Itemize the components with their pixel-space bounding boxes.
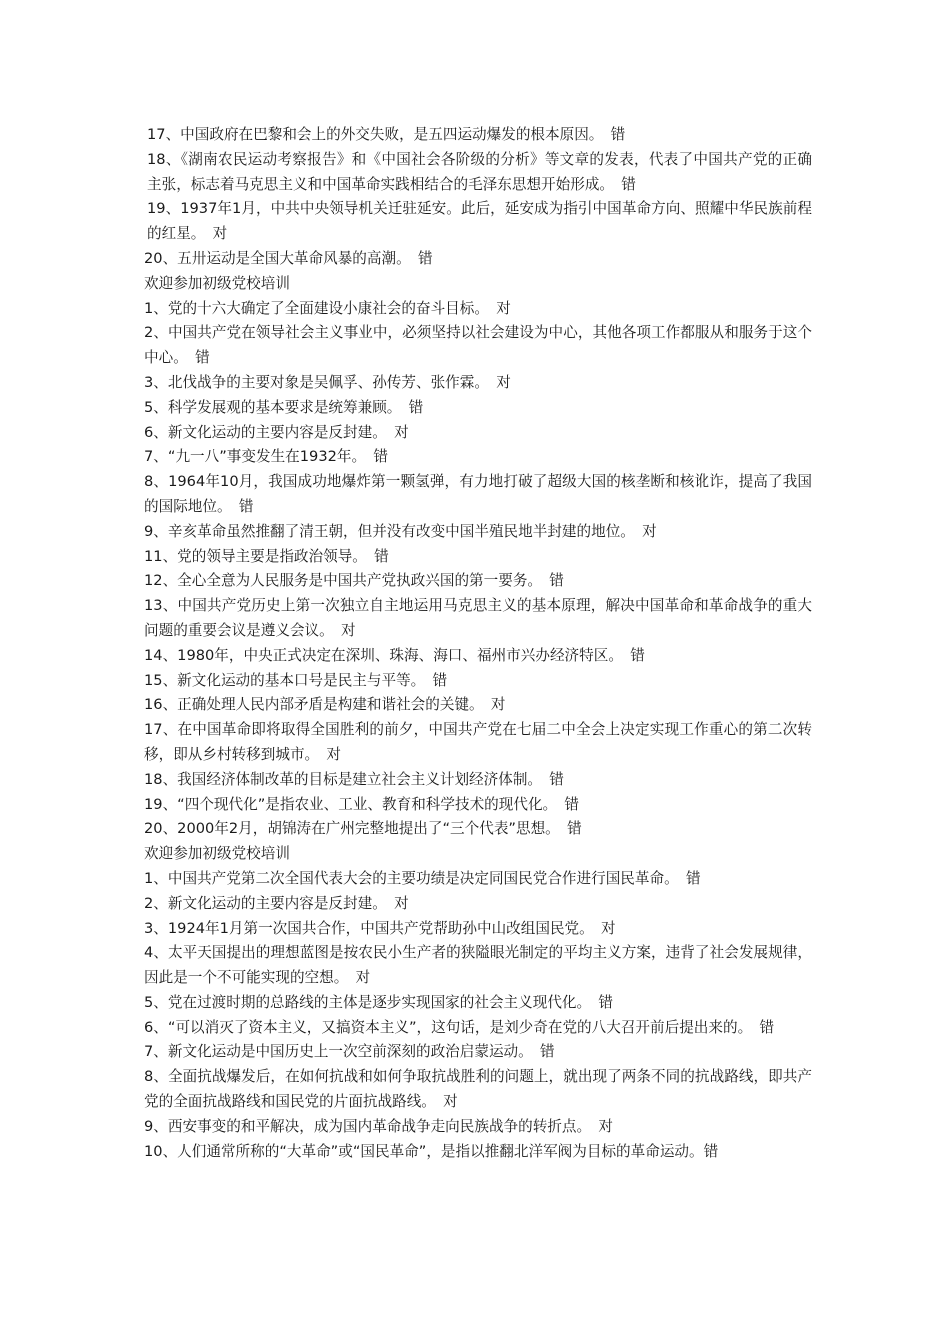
- paragraph-line: 9、辛亥革命虽然推翻了清王朝，但并没有改变中国半殖民地半封建的地位。 对: [144, 522, 657, 540]
- section-heading: 欢迎参加初级党校培训: [144, 845, 290, 863]
- paragraph-line: 19、1937年1月，中共中央领导机关迁驻延安。此后，延安成为指引中国革命方向、照耀中华民族前程的红星。 对: [147, 200, 812, 243]
- paragraph-line: 7、新文化运动是中国历史上一次空前深刻的政治启蒙运动。 错: [144, 1043, 555, 1061]
- paragraph-line: 5、科学发展观的基本要求是统筹兼顾。 错: [144, 398, 424, 416]
- paragraph-line: 3、北伐战争的主要对象是吴佩孚、孙传芳、张作霖。 对: [144, 373, 511, 391]
- paragraph-line: 5、党在过渡时期的总路线的主体是逐步实现国家的社会主义现代化。 错: [144, 993, 613, 1011]
- section-heading: 欢迎参加初级党校培训: [144, 274, 290, 292]
- paragraph-line: 17、中国政府在巴黎和会上的外交失败，是五四运动爆发的根本原因。 错: [147, 126, 626, 143]
- paragraph-line: 6、“可以消灭了资本主义，又搞资本主义”，这句话，是刘少奇在党的八大召开前后提出来的。 错: [144, 1018, 775, 1036]
- paragraph-line: 19、“四个现代化”是指农业、工业、教育和科学技术的现代化。 错: [144, 795, 580, 813]
- paragraph-line: 11、党的领导主要是指政治领导。 错: [144, 547, 389, 565]
- paragraph-line: 2、中国共产党在领导社会主义事业中，必须坚持以社会建设为中心，其他各项工作都服从和服务于这个中心。 错: [144, 324, 812, 367]
- document-body: [144, 123, 812, 1164]
- paragraph-line: 14、1980年，中央正式决定在深圳、珠海、海口、福州市兴办经济特区。 错: [144, 646, 645, 664]
- paragraph-line: 9、西安事变的和平解决，成为国内革命战争走向民族战争的转折点。 对: [144, 1117, 613, 1135]
- paragraph-line: 20、五卅运动是全国大革命风暴的高潮。 错: [144, 249, 433, 267]
- paragraph-line: 7、“九一八”事变发生在1932年。 错: [144, 448, 388, 466]
- paragraph-line: 8、全面抗战爆发后，在如何抗战和如何争取抗战胜利的问题上，就出现了两条不同的抗战路线，即共产党的全面抗战路线和国民党的片面抗战路线。 对: [144, 1068, 812, 1111]
- paragraph-line: 20、2000年2月，胡锦涛在广州完整地提出了“三个代表”思想。 错: [144, 820, 582, 838]
- paragraph-line: 4、太平天国提出的理想蓝图是按农民小生产者的狭隘眼光制定的平均主义方案，违背了社会发展规律，因此是一个不可能实现的空想。 对: [144, 944, 812, 987]
- paragraph-line: 10、人们通常所称的“大革命”或“国民革命”，是指以推翻北洋军阀为目标的革命运动。错: [144, 1142, 719, 1160]
- paragraph-line: 17、在中国革命即将取得全国胜利的前夕，中国共产党在七届二中全会上决定实现工作重心的第二次转移，即从乡村转移到城市。 对: [144, 721, 812, 763]
- paragraph-line: 12、全心全意为人民服务是中国共产党执政兴国的第一要务。 错: [144, 572, 564, 590]
- paragraph-line: 1、党的十六大确定了全面建设小康社会的奋斗目标。 对: [144, 299, 511, 317]
- paragraph-line: 16、正确处理人民内部矛盾是构建和谐社会的关键。 对: [144, 696, 506, 714]
- paragraph-line: 6、新文化运动的主要内容是反封建。 对: [144, 423, 409, 441]
- paragraph-line: 15、新文化运动的基本口号是民主与平等。 错: [144, 671, 448, 689]
- paragraph-line: 2、新文化运动的主要内容是反封建。 对: [144, 894, 409, 912]
- paragraph-line: 18、《湖南农民运动考察报告》和《中国社会各阶级的分析》等文章的发表，代表了中国共产党的正确主张，标志着马克思主义和中国革命实践相结合的毛泽东思想开始形成。 错: [147, 150, 812, 193]
- paragraph-line: 13、中国共产党历史上第一次独立自主地运用马克思主义的基本原理，解决中国革命和革命战争的重大问题的重要会议是遵义会议。 对: [144, 597, 812, 639]
- paragraph-line: 3、1924年1月第一次国共合作，中国共产党帮助孙中山改组国民党。 对: [144, 919, 616, 937]
- paragraph-line: 18、我国经济体制改革的目标是建立社会主义计划经济体制。 错: [144, 770, 564, 788]
- paragraph-line: 1、中国共产党第二次全国代表大会的主要功绩是决定同国民党合作进行国民革命。 错: [144, 869, 701, 887]
- paragraph-line: 8、1964年10月，我国成功地爆炸第一颗氢弹，有力地打破了超级大国的核垄断和核讹诈，提高了我国的国际地位。 错: [144, 473, 812, 515]
